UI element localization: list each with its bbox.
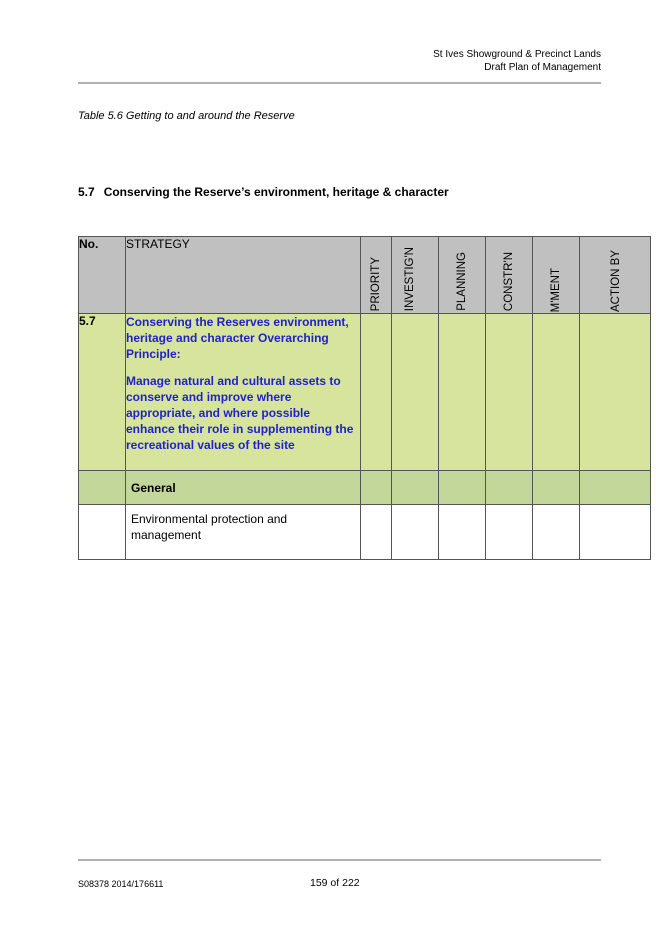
- table-cell: [392, 314, 439, 471]
- intro-number: 5.7: [79, 314, 126, 471]
- general-label: General: [126, 471, 361, 505]
- action-by-label: ACTION BY: [610, 250, 622, 312]
- section-heading: [78, 185, 449, 199]
- table-cell: [580, 505, 651, 560]
- table-cell: [439, 314, 486, 471]
- table-cell: [533, 505, 580, 560]
- table-cell: [439, 471, 486, 505]
- table-cell: [361, 471, 392, 505]
- col-header-action-by: [580, 237, 651, 314]
- col-header-no: No.: [79, 237, 126, 314]
- environmental-label: Environmental protection and management: [126, 505, 361, 560]
- table-cell: [439, 505, 486, 560]
- page-number: 159 of 222: [310, 877, 360, 889]
- intro-title: Conserving the Reserves environment, heritage and character Overarching Principle:: [126, 315, 349, 361]
- table-row-environmental: [79, 505, 651, 560]
- header-rule: [78, 82, 601, 84]
- table-cell: [580, 314, 651, 471]
- col-header-priority: [361, 237, 392, 314]
- table-cell: [533, 471, 580, 505]
- table-header-row: [79, 237, 651, 314]
- table-cell: [486, 314, 533, 471]
- investigation-label: INVESTIG'N: [404, 246, 416, 311]
- priority-label: PRIORITY: [370, 256, 382, 311]
- section-number: 5.7: [78, 185, 95, 199]
- table-caption: Table 5.6 Getting to and around the Reserve: [78, 110, 295, 122]
- table-cell: [392, 505, 439, 560]
- table-cell: [79, 505, 126, 560]
- col-header-planning: [439, 237, 486, 314]
- table-cell: [486, 505, 533, 560]
- table-cell: [79, 471, 126, 505]
- table-cell: [361, 314, 392, 471]
- intro-principle: Manage natural and cultural assets to conserve and improve where appropriate, and where possible enhance their role in supplementing the recreational values of the site: [126, 374, 354, 452]
- header-subtitle: Draft Plan of Management: [484, 61, 601, 73]
- header-title: St Ives Showground & Precinct Lands: [433, 49, 601, 60]
- footer-rule: [78, 859, 601, 861]
- col-header-investigation: [392, 237, 439, 314]
- table-cell: [580, 471, 651, 505]
- page-header: [433, 49, 601, 74]
- col-header-management: [533, 237, 580, 314]
- table-cell: [533, 314, 580, 471]
- construction-label: CONSTR'N: [503, 251, 515, 311]
- table-cell: [361, 505, 392, 560]
- strategy-table: [78, 236, 651, 560]
- col-header-construction: [486, 237, 533, 314]
- document-reference: S08378 2014/176611: [78, 879, 164, 889]
- table-row-general: [79, 471, 651, 505]
- col-header-strategy: STRATEGY: [126, 237, 361, 314]
- management-label: M'MENT: [550, 267, 562, 312]
- intro-strategy: [126, 314, 361, 471]
- table-cell: [392, 471, 439, 505]
- planning-label: PLANNING: [456, 252, 468, 311]
- table-cell: [486, 471, 533, 505]
- table-row-intro: [79, 314, 651, 471]
- section-title: Conserving the Reserve’s environment, heritage & character: [103, 185, 449, 199]
